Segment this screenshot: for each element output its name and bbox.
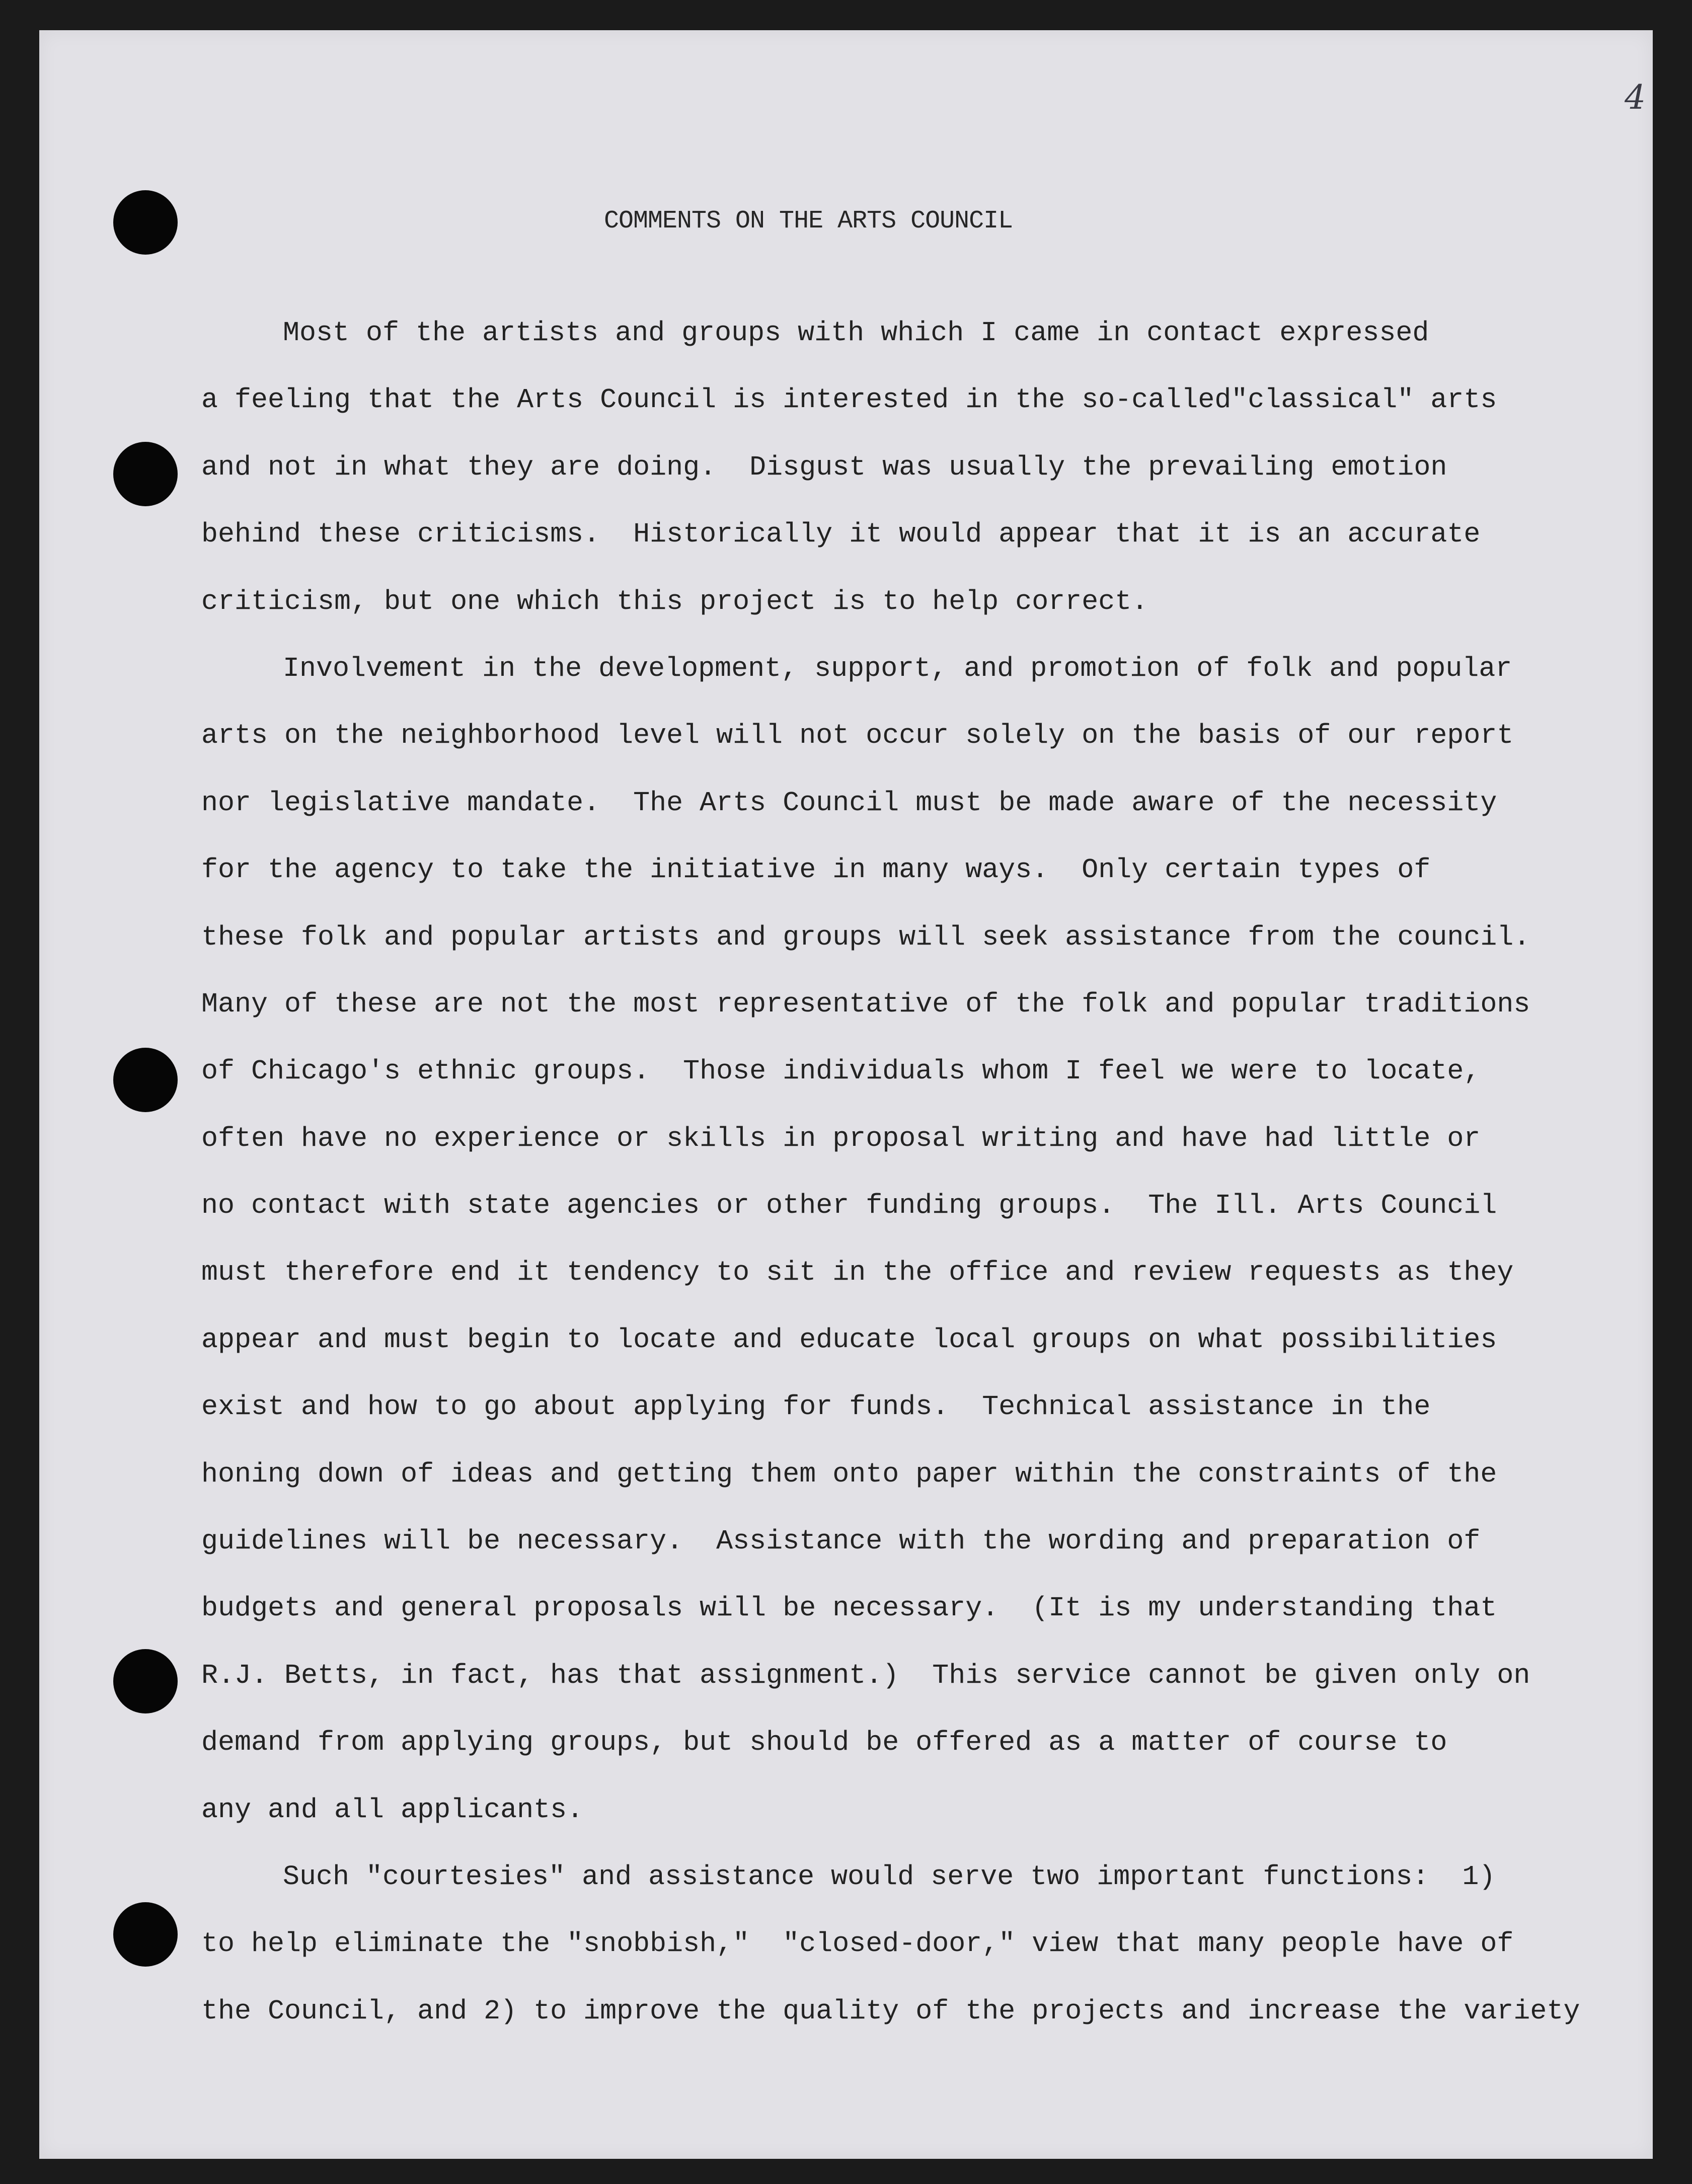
text-line: exist and how to go about applying for funds. Technical assistance in the <box>201 1391 1431 1423</box>
text-line: Involvement in the development, support, and promotion of folk and popular <box>283 652 1512 684</box>
text-line: no contact with state agencies or other funding groups. The Ill. Arts Council <box>201 1190 1497 1222</box>
text-line: and not in what they are doing. Disgust was usually the prevailing emotion <box>201 451 1447 483</box>
text-line: for the agency to take the initiative in many ways. Only certain types of <box>201 854 1431 886</box>
text-line: guidelines will be necessary. Assistance with the wording and preparation of <box>201 1525 1481 1557</box>
text-line: Most of the artists and groups with which I came in contact expressed <box>283 317 1429 349</box>
text-line: of Chicago's ethnic groups. Those individuals whom I feel we were to locate, <box>201 1055 1481 1087</box>
text-line: must therefore end it tendency to sit in the office and review requests as they <box>201 1257 1514 1289</box>
text-line: nor legislative mandate. The Arts Council must be made aware of the necessity <box>201 787 1497 819</box>
punch-hole <box>113 190 178 255</box>
text-line: demand from applying groups, but should be offered as a matter of course to <box>201 1727 1447 1759</box>
text-line: criticism, but one which this project is to help correct. <box>201 585 1148 617</box>
text-line: appear and must begin to locate and educate local groups on what possibilities <box>201 1323 1497 1356</box>
punch-hole <box>113 1048 178 1112</box>
text-line: arts on the neighborhood level will not occur solely on the basis of our report <box>201 720 1514 752</box>
page-number: 4 <box>1625 78 1646 117</box>
text-line: budgets and general proposals will be necessary. (It is my understanding that <box>201 1592 1497 1624</box>
text-line: any and all applicants. <box>201 1793 584 1826</box>
text-line: the Council, and 2) to improve the quality of the projects and increase the variety <box>201 1995 1580 2027</box>
text-line: R.J. Betts, in fact, has that assignment.) This service cannot be given only on <box>201 1659 1530 1691</box>
document-title: COMMENTS ON THE ARTS COUNCIL <box>604 207 1013 236</box>
text-line: Such "courtesies" and assistance would serve two important functions: 1) <box>283 1860 1496 1893</box>
punch-hole <box>113 1902 178 1967</box>
document-body <box>201 299 1610 2045</box>
punch-hole <box>113 442 178 506</box>
text-line: these folk and popular artists and groups will seek assistance from the council. <box>201 921 1530 953</box>
text-line: a feeling that the Arts Council is interested in the so-called"classical" arts <box>201 384 1497 416</box>
punch-hole <box>113 1649 178 1713</box>
text-line: to help eliminate the "snobbish," "closed-door," view that many people have of <box>201 1928 1514 1960</box>
text-line: often have no experience or skills in proposal writing and have had little or <box>201 1122 1481 1154</box>
text-line: honing down of ideas and getting them onto paper within the constraints of the <box>201 1458 1497 1490</box>
text-line: behind these criticisms. Historically it would appear that it is an accurate <box>201 518 1481 551</box>
text-line: Many of these are not the most representative of the folk and popular traditions <box>201 988 1530 1020</box>
